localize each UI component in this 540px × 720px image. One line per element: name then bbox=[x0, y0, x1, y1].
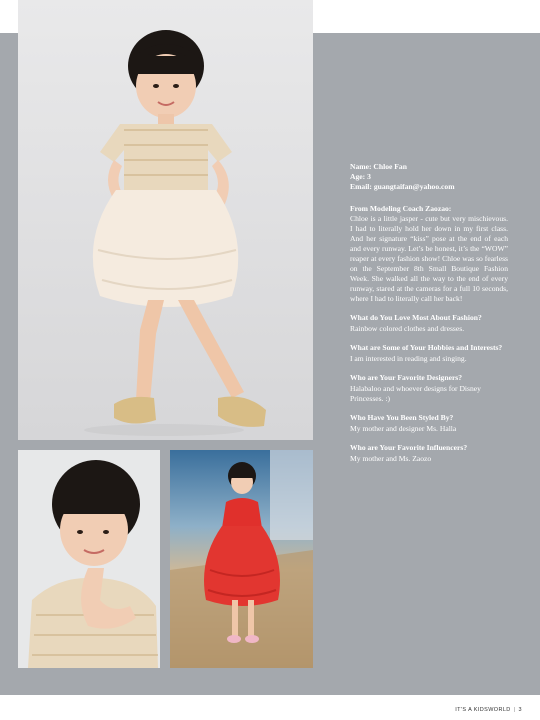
portrait-photo bbox=[18, 450, 160, 668]
qa-item bbox=[350, 343, 508, 364]
page-footer bbox=[455, 707, 522, 713]
qa-question: What are Some of Your Hobbies and Interests? bbox=[350, 343, 503, 352]
qa-question: Who are Your Favorite Designers? bbox=[350, 373, 463, 382]
qa-answer: My mother and Ms. Zaozo bbox=[350, 454, 432, 463]
qa-answer: I am interested in reading and singing. bbox=[350, 354, 467, 363]
qa-question: Who Have You Been Styled By? bbox=[350, 413, 454, 422]
qa-answer: Rainbow colored clothes and dresses. bbox=[350, 324, 465, 333]
footer-separator: | bbox=[513, 707, 516, 713]
qa-item bbox=[350, 373, 508, 404]
coach-heading: From Modeling Coach Zaozao: bbox=[350, 204, 452, 213]
qa-item bbox=[350, 313, 508, 334]
qa-item bbox=[350, 413, 508, 434]
publication-name: IT'S A KIDSWORLD bbox=[455, 707, 511, 713]
coach-quote: Chloe is a little jasper - cute but very mischievous. I had to literally hold her down in my first class. And her signature “kiss” pose at the end of each and every runway. Let’s be honest, it’s the “WOW” reaper at every fashion show! Chloe was so fearless on the September 8th Small Boutique Fashion Week. She walked all the way to the end of every runway, stared at the cameras for a full 10 seconds, where I had to literally call her back! bbox=[350, 214, 508, 303]
main-photo bbox=[18, 0, 313, 440]
profile-text-column bbox=[350, 162, 508, 464]
runway-photo bbox=[170, 450, 313, 668]
profile-email[interactable]: Email: guangtaifan@yahoo.com bbox=[350, 182, 455, 191]
qa-answer: Halabaloo and whoever designs for Disney Princesses. :) bbox=[350, 384, 481, 403]
qa-question: What do You Love Most About Fashion? bbox=[350, 313, 482, 322]
qa-answer: My mother and designer Ms. Halla bbox=[350, 424, 457, 433]
profile-name: Name: Chloe Fan bbox=[350, 162, 407, 171]
page-number: 3 bbox=[518, 707, 522, 713]
profile-age: Age: 3 bbox=[350, 172, 371, 181]
qa-item bbox=[350, 443, 508, 464]
qa-question: Who are Your Favorite Influencers? bbox=[350, 443, 468, 452]
